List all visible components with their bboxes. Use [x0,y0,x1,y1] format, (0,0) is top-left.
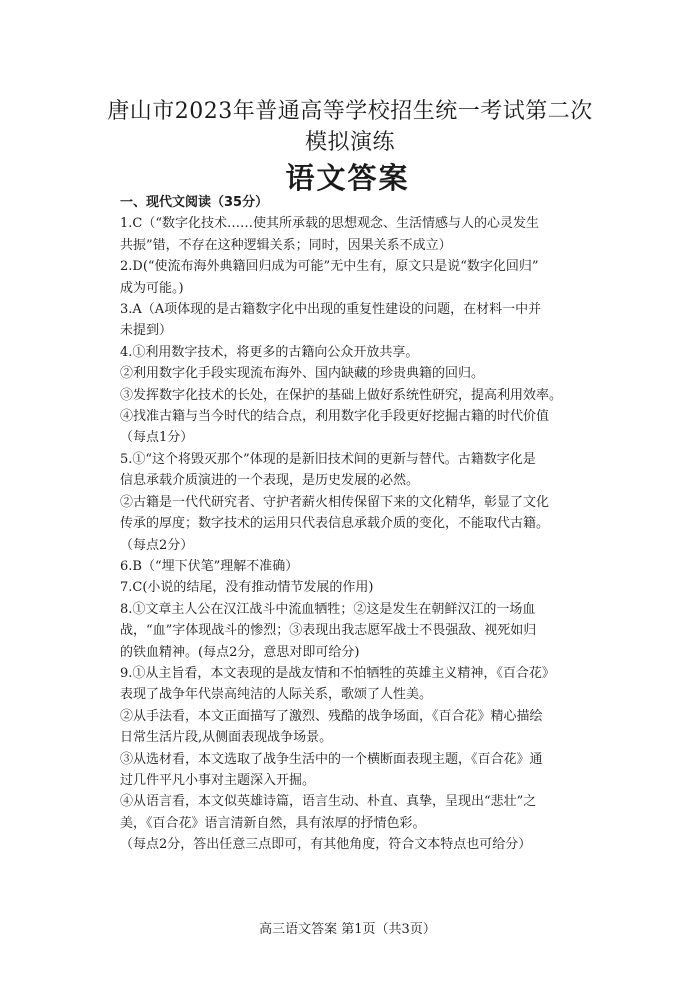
answer-line: 美，《百合花》语言清新自然，具有浓厚的抒情色彩。 [120,815,426,831]
answer-line: 9.①从主旨看，本文表现的是战友情和不怕牺牲的英雄主义精神，《百合花》 [120,665,555,681]
answer-line: ③从选材看，本文选取了战争生活中的一个横断面表现主题，《百合花》通 [120,751,543,767]
answer-line: ④找准古籍与当今时代的结合点，利用数字化手段更好挖掘古籍的时代价值 [120,409,550,425]
page-footer: 高三语文答案 第1页（共3页） [259,922,436,937]
answer-line: 3.A（A项体现的是古籍数字化中出现的重复性建设的问题，在材料一中并 [120,302,542,318]
answer-line: 成为可能。) [120,280,184,296]
answer-line: ④从语言看，本文似英雄诗篇，语言生动、朴直、真挚，呈现出“悲壮”之 [120,794,537,810]
answer-line: 未提到） [120,323,173,339]
answer-line: 过几件平凡小事对主题深入开掘。 [120,772,316,788]
answer-line: 6.B（“埋下伏笔”理解不准确） [120,558,299,574]
answer-line: 4.①利用数字技术，将更多的古籍向公众开放共享。 [120,344,419,360]
answer-line: 1.C（“数字化技术……使其所承载的思想观念、生活情感与人的心灵发生 [120,216,539,232]
answer-line: ②利用数字化手段实现流布海外、国内缺藏的珍贵典籍的回归。 [120,366,485,382]
answer-line: （每点1分） [120,430,194,446]
answer-lines [120,213,580,855]
answer-line: 传承的厚度；数字技术的运用只代表信息承载介质的变化，不能取代古籍。 [120,516,550,532]
answer-line: ②从手法看，本文正面描写了激烈、残酷的战争场面，《百合花》精心描绘 [120,708,543,724]
answer-line: （每点2分） [120,537,194,553]
answer-line: 7.C(小说的结尾，没有推动情节发展的作用) [120,580,374,596]
answer-line: ③发挥数字化技术的长处，在保护的基础上做好系统性研究，提高利用效率。 [120,387,563,403]
answer-line: 的铁血精神。(每点2分，意思对即可给分) [120,644,360,660]
answer-line: 信息承载介质演进的一个表现，是历史发展的必然。 [120,473,420,489]
exam-title: 唐山市2023年普通高等学校招生统一考试第二次模拟演练 [107,99,593,155]
section-heading: 一、现代文阅读（35分） [120,195,269,210]
answer-line: 8.①文章主人公在汉江战斗中流血牺牲；②这是发生在朝鲜汉江的一场血 [120,601,536,617]
answer-line: （每点2分，答出任意三点即可，有其他角度，符合文本特点也可给分） [120,837,532,853]
answer-line: ②古籍是一代代研究者、守护者薪火相传保留下来的文化精华，彰显了文化 [120,494,550,510]
answer-line: 共振”错，不存在这种逻辑关系；同时，因果关系不成立） [120,237,452,253]
answer-line: 2.D(“使流布海外典籍回归成为可能”无中生有，原文只是说“数字化回归” [120,259,539,275]
answer-line: 战，“血”字体现战斗的惨烈；③表现出我志愿军战士不畏强敌、视死如归 [120,623,537,639]
answer-line: 表现了战争年代崇高纯洁的人际关系，歌颂了人性美。 [120,687,433,703]
answer-line: 日常生活片段,从侧面表现战争场景。 [120,730,333,746]
answer-line: 5.①“这个将毁灭那个”体现的是新旧技术间的更新与替代。古籍数字化是 [120,451,536,467]
answer-content [120,192,580,882]
page-title: 语文答案 [285,161,410,195]
